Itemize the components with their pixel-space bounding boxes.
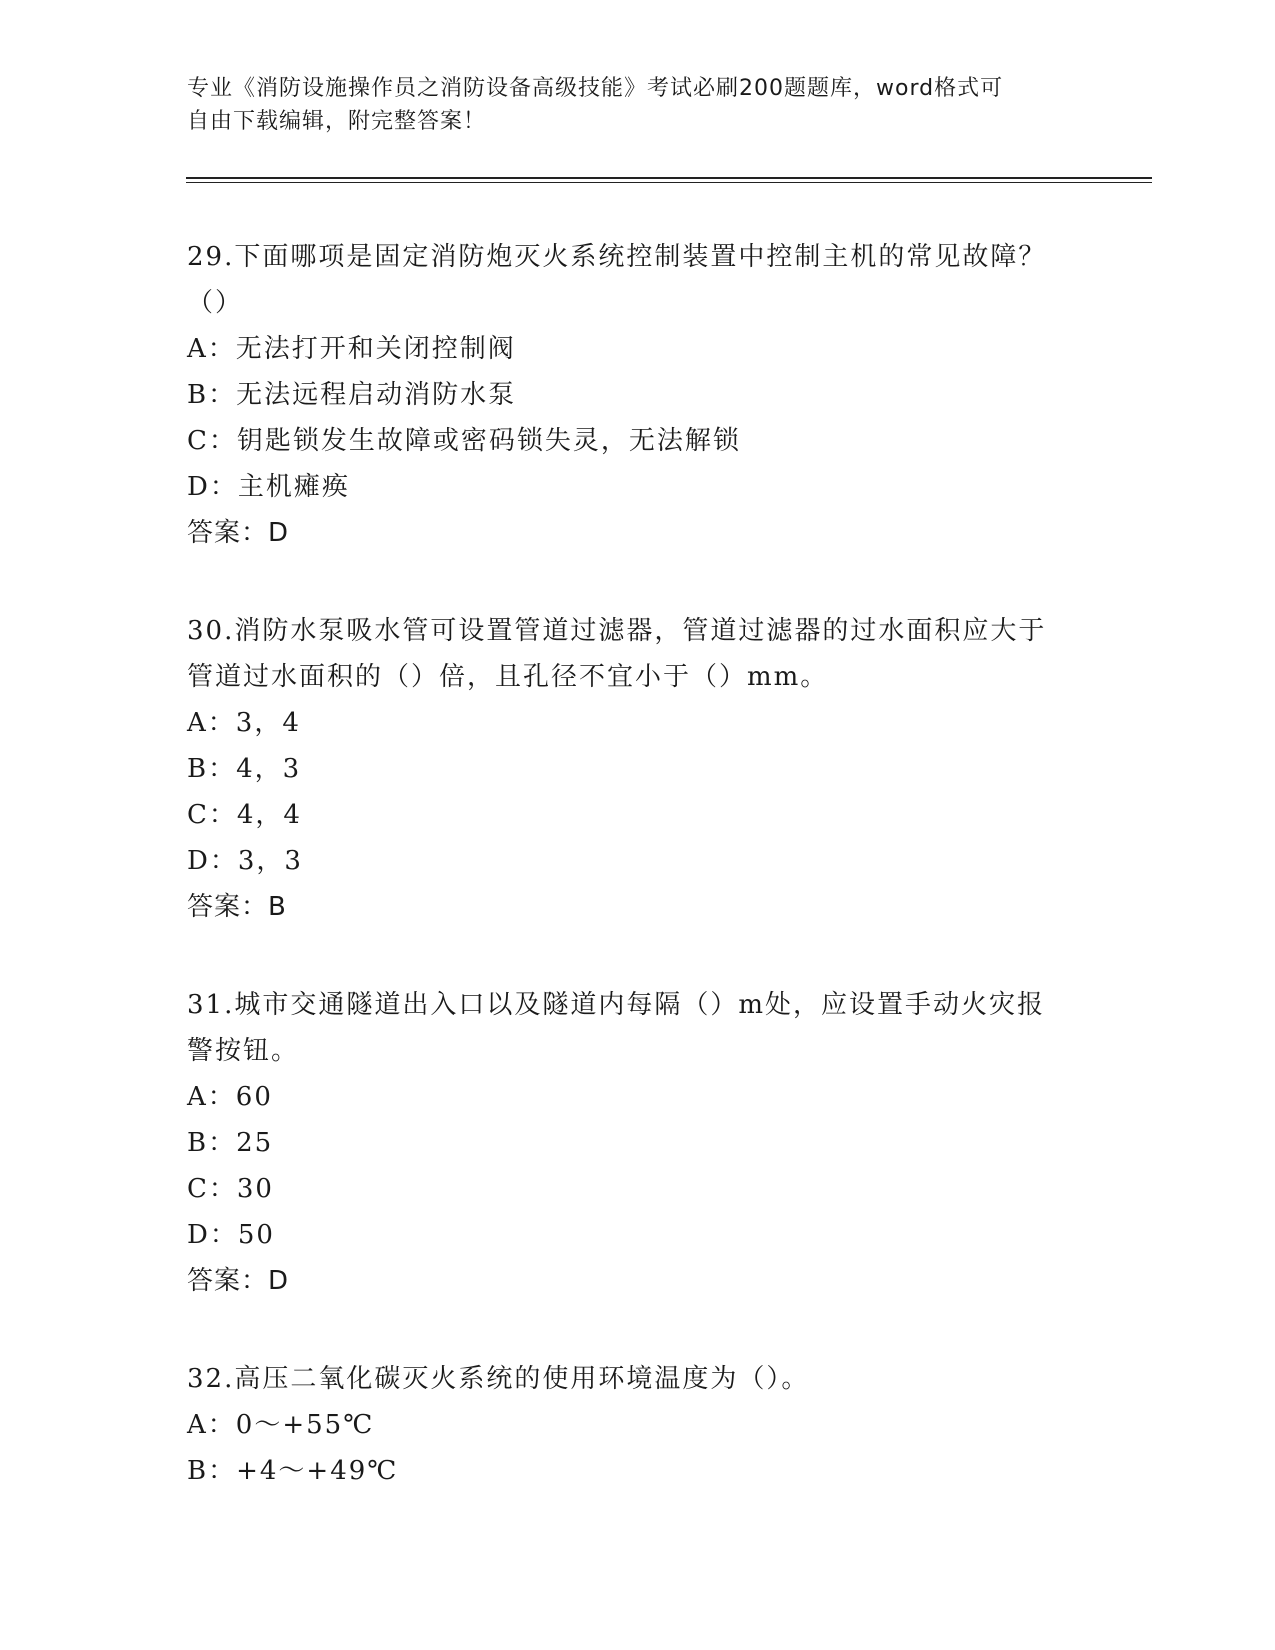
question-31: [187, 982, 1087, 1304]
header-line-1: 专业《消防设施操作员之消防设备高级技能》考试必刷200题题库，word格式可: [187, 76, 1004, 101]
option-a: A：0～+55℃: [187, 1410, 375, 1440]
question-32: [187, 1356, 1087, 1494]
option-d: D：3，3: [187, 846, 303, 876]
answer: 答案：D: [187, 518, 290, 548]
question-text: 32.高压二氧化碳灭火系统的使用环境温度为（）。: [187, 1364, 810, 1394]
option-b: B：无法远程启动消防水泵: [187, 380, 517, 410]
question-text-continued: 管道过水面积的（）倍，且孔径不宜小于（）mm。: [187, 662, 829, 692]
question-list: [187, 234, 1087, 1546]
option-c: C：钥匙锁发生故障或密码锁失灵，无法解锁: [187, 426, 741, 456]
question-29: [187, 234, 1087, 556]
option-a: A：无法打开和关闭控制阀: [187, 334, 516, 364]
question-30: [187, 608, 1087, 930]
header-divider: [186, 177, 1152, 183]
document-header: [187, 72, 1087, 138]
option-b: B：4，3: [187, 754, 302, 784]
answer: 答案：D: [187, 1266, 290, 1296]
option-a: A：60: [187, 1082, 273, 1112]
option-c: C：4，4: [187, 800, 302, 830]
option-d: D：主机瘫痪: [187, 472, 350, 502]
option-a: A：3，4: [187, 708, 301, 738]
question-text: 29.下面哪项是固定消防炮灭火系统控制装置中控制主机的常见故障？: [187, 242, 1047, 272]
answer: 答案：B: [187, 892, 287, 922]
option-b: B：+4～+49℃: [187, 1456, 399, 1486]
question-text: 30.消防水泵吸水管可设置管道过滤器，管道过滤器的过水面积应大于: [187, 616, 1047, 646]
option-b: B：25: [187, 1128, 274, 1158]
option-d: D：50: [187, 1220, 275, 1250]
option-c: C：30: [187, 1174, 274, 1204]
header-line-2: 自由下载编辑，附完整答案！: [187, 109, 487, 134]
question-text-continued: 警按钮。: [187, 1036, 300, 1066]
question-text-continued: （）: [187, 288, 244, 318]
question-text: 31.城市交通隧道出入口以及隧道内每隔（）m处，应设置手动火灾报: [187, 990, 1046, 1020]
